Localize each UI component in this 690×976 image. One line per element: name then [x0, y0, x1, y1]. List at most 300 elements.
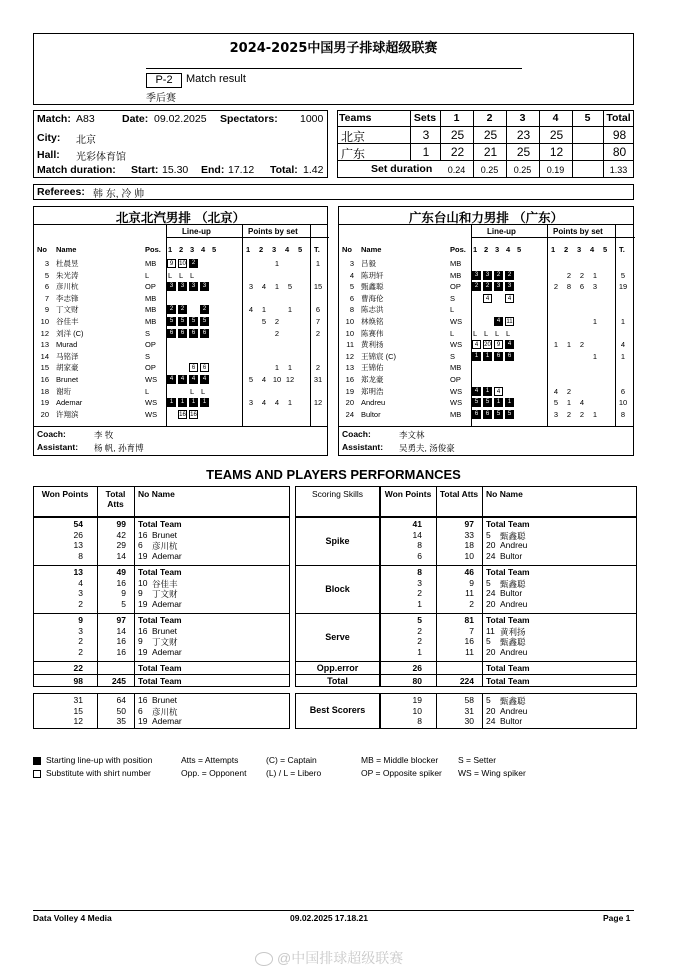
player-name: Bultor [500, 550, 523, 561]
lineup-sub-box: 6 [200, 363, 209, 372]
start-value: 15.30 [162, 164, 189, 176]
set-points: 1 [566, 340, 572, 350]
player-name: 郑明浩 [361, 386, 384, 396]
player-row [339, 409, 633, 420]
set-points: 6 [579, 282, 585, 292]
player-row [34, 339, 327, 350]
legend-item: OP = Opposite spiker [361, 768, 442, 778]
score-header: 5 [584, 112, 591, 124]
player-name: Total Team [486, 663, 530, 673]
lineup-starter-box: 4 [494, 317, 503, 326]
score-cell: 98 [612, 128, 627, 142]
total-atts: 10 [464, 550, 474, 561]
perf-col-rule [482, 693, 483, 729]
total-atts: 7 [469, 625, 474, 636]
grid-line [603, 110, 604, 161]
shirt-no: 20 [486, 598, 496, 609]
won-points: 8 [78, 550, 83, 561]
lineup-sub-box: 4 [472, 340, 481, 349]
player-row [339, 339, 633, 350]
player-row [34, 258, 327, 269]
set-points: 3 [248, 398, 254, 408]
player-row [339, 328, 633, 339]
player-total: 12 [313, 398, 323, 408]
total-atts-header: Total Atts [439, 489, 479, 499]
grid-line [337, 177, 634, 178]
player-row [339, 397, 633, 408]
player-name: Brunet [152, 625, 178, 636]
total-atts: 16 [116, 646, 126, 657]
t-header: T. [314, 245, 320, 254]
won-points: 2 [417, 625, 422, 636]
grid-line [572, 110, 573, 161]
lineup-set-num: 3 [495, 245, 500, 254]
perf-row-rule [295, 613, 380, 614]
shirt-no: 5 [486, 577, 491, 588]
shirt-no: 20 [486, 540, 496, 550]
legend-item: Opp. = Opponent [181, 768, 247, 778]
lineup-sub-box: 20 [484, 342, 491, 349]
lineup-set-num: 2 [179, 245, 184, 254]
lineup-starter-box: 2 [189, 259, 198, 268]
set-points: 4 [261, 375, 267, 384]
won-points: 5 [417, 615, 422, 625]
player-no: 24 [345, 409, 354, 419]
player-name: 丁文财 [152, 589, 178, 599]
perf-row-rule [33, 613, 290, 614]
player-total: 2 [315, 363, 321, 373]
player-no: 20 [345, 398, 354, 408]
name-header: Name [361, 245, 382, 254]
set-points: 2 [579, 270, 585, 280]
won-points: 15 [73, 705, 83, 716]
doc-code-label: Match result [186, 73, 246, 85]
legend-item: MB = Middle blocker [361, 755, 439, 765]
player-name: Andreu [361, 398, 386, 408]
player-pos: OP [145, 340, 156, 350]
grid-line [337, 160, 338, 178]
player-name: Murad [56, 340, 78, 350]
player-pos: MB [450, 409, 462, 419]
lineup-set-num: 4 [201, 245, 206, 254]
won-points: 22 [73, 663, 83, 673]
player-row [339, 362, 633, 373]
shirt-no: 20 [486, 705, 496, 716]
won-points: 2 [417, 588, 422, 598]
set-points: 10 [272, 375, 282, 384]
lineup-libero: L [179, 270, 184, 280]
lineup-starter-box: 4 [189, 375, 198, 384]
won-points: 80 [412, 676, 422, 686]
player-pos: WS [450, 398, 463, 408]
player-no: 6 [44, 282, 49, 292]
lineup-starter-box: 6 [167, 329, 176, 338]
set-points: 1 [566, 398, 572, 408]
perf-row-rule [33, 674, 290, 675]
player-row [34, 409, 327, 420]
set-points: 3 [553, 409, 559, 419]
points-set-num: 5 [603, 245, 608, 254]
referees-label: Referees: [37, 186, 85, 198]
lineup-libero: L [484, 328, 489, 338]
total-atts: 224 [459, 676, 474, 686]
shirt-no: 19 [138, 550, 148, 561]
lineup-starter-box: 5 [200, 317, 209, 326]
points-set-num: 5 [298, 245, 303, 254]
lineup-sub-box: 16 [179, 411, 186, 418]
grid-line [539, 110, 540, 161]
lineup-libero: L [190, 386, 195, 396]
won-points: 12 [73, 716, 83, 726]
skill-label: Best Scorers [309, 705, 366, 715]
assistant-name: 杨 帆, 孙育博 [94, 443, 144, 453]
set-duration-label: Set duration [371, 163, 433, 175]
player-no: 5 [349, 282, 354, 292]
points-set-num: 2 [564, 245, 569, 254]
total-atts: 16 [116, 636, 126, 646]
player-row [339, 386, 633, 397]
player-name: 彦川杭 [152, 541, 178, 551]
weibo-icon [255, 952, 273, 966]
lineup-libero: L [495, 328, 500, 338]
stage-label: 季后赛 [146, 93, 176, 104]
player-name: Andreu [500, 598, 528, 609]
set-points: 2 [579, 409, 585, 419]
won-points: 2 [78, 598, 83, 609]
score-cell: 80 [612, 145, 627, 159]
shirt-no: 24 [486, 550, 496, 561]
watermark-text: @中国排球超级联赛 [277, 950, 404, 966]
player-row [34, 328, 327, 339]
set-points: 8 [566, 282, 572, 292]
score-team: 广东 [341, 147, 366, 161]
won-points: 9 [78, 615, 83, 625]
points-set-num: 1 [551, 245, 556, 254]
player-total: 1 [620, 351, 626, 361]
won-points: 98 [73, 676, 83, 686]
won-points: 2 [78, 646, 83, 657]
player-name: Ademar [152, 716, 182, 726]
player-name: Ademar [56, 398, 83, 408]
set-points: 4 [248, 305, 254, 315]
set-duration: 0.25 [480, 165, 499, 175]
coach-label: Coach: [342, 429, 371, 439]
total-atts: 14 [116, 550, 126, 561]
grid-line [410, 110, 411, 161]
player-pos: S [145, 328, 151, 338]
lineup-starter-box: 3 [472, 271, 481, 280]
set-points: 1 [274, 282, 280, 292]
no-header: No [37, 245, 47, 254]
shirt-no: 6 [138, 705, 143, 716]
player-name: 王锦佑 [361, 363, 384, 373]
player-total: 15 [313, 282, 323, 292]
total-value: 1.42 [303, 164, 324, 176]
lineup-starter-box: 1 [483, 387, 492, 396]
player-total: 4 [620, 340, 626, 350]
set-points: 1 [274, 363, 280, 373]
set-points: 2 [566, 409, 572, 419]
lineup-sub-box: 6 [189, 363, 198, 372]
player-no: 13 [40, 340, 49, 350]
lineup-starter-box: 4 [167, 375, 176, 384]
substitute-marker-icon [33, 770, 41, 778]
set-points: 3 [248, 282, 254, 292]
set-points: 4 [579, 398, 585, 408]
player-name: 许翔滨 [56, 409, 79, 419]
player-name: 王锦宸 (C) [361, 351, 396, 361]
won-points: 2 [417, 636, 422, 646]
player-pos: WS [450, 386, 463, 396]
lineup-starter-box: 1 [494, 398, 503, 407]
total-label: Total: [270, 164, 298, 176]
set-points: 4 [261, 398, 267, 408]
set-points: 3 [592, 282, 598, 292]
set-points: 1 [553, 340, 559, 350]
total-atts-header: Total Atts [105, 489, 126, 509]
end-label: End: [201, 164, 225, 176]
total-atts: 11 [465, 646, 474, 657]
name-header: No Name [486, 489, 523, 499]
player-no: 6 [349, 293, 354, 303]
total-atts: 64 [116, 695, 126, 705]
player-total: 7 [315, 317, 321, 326]
player-no: 7 [44, 293, 49, 303]
grid-line [337, 126, 634, 127]
lineup-starter-box: 3 [167, 282, 176, 291]
score-table [337, 110, 634, 178]
hall-value: 光彩体育馆 [76, 152, 126, 163]
lineup-sub-box: 11 [506, 319, 513, 325]
player-pos: OP [145, 363, 156, 373]
won-points: 10 [412, 705, 422, 716]
lineup-libero: L [506, 328, 511, 338]
won-points: 31 [73, 695, 83, 705]
points-set-num: 4 [285, 245, 290, 254]
grid-line [473, 160, 474, 178]
grid-line [633, 160, 634, 178]
won-points: 8 [417, 716, 422, 726]
player-pos: MB [450, 270, 462, 280]
shirt-no: 16 [138, 695, 148, 705]
shirt-no: 9 [138, 636, 143, 646]
player-name: Andreu [500, 705, 528, 716]
player-name: Total Team [486, 567, 530, 577]
player-pos: MB [145, 259, 157, 268]
player-pos: WS [145, 398, 158, 408]
won-points: 2 [78, 636, 83, 646]
lineup-starter-box: 3 [505, 282, 514, 291]
player-name: Andreu [500, 646, 528, 657]
total-atts: 29 [116, 540, 126, 550]
city-label: City: [37, 132, 61, 144]
title-underline [146, 68, 522, 69]
score-cell: 25 [450, 128, 465, 142]
total-atts: 46 [464, 567, 474, 577]
player-row [339, 293, 633, 304]
shirt-no: 24 [486, 588, 496, 598]
player-name: 林焕铭 [361, 317, 384, 326]
player-name: 胡家豪 [56, 363, 79, 373]
player-name: 陈玥轩 [361, 270, 384, 280]
player-pos: WS [450, 340, 463, 350]
shirt-no: 10 [138, 577, 148, 588]
duration-label: Match duration: [37, 164, 116, 176]
player-name: Bultor [500, 588, 523, 598]
player-name: Bultor [361, 409, 381, 419]
won-points: 8 [417, 540, 422, 550]
set-points: 4 [274, 398, 280, 408]
grid-line [337, 110, 634, 111]
player-pos: OP [450, 375, 461, 384]
legend-item: WS = Wing spiker [458, 768, 526, 778]
footer-left: Data Volley 4 Media [33, 913, 112, 923]
player-name: 甄鑫聪 [500, 530, 526, 541]
player-no: 8 [349, 305, 354, 315]
score-header: Sets [413, 112, 437, 124]
t-header: T. [619, 245, 625, 254]
player-name: 彦川杭 [152, 706, 178, 717]
won-points-header: Won Points [41, 489, 89, 499]
grid-line [603, 160, 604, 178]
total-atts: 9 [121, 588, 126, 598]
player-row [339, 258, 633, 269]
skill-label: Spike [325, 536, 350, 546]
player-no: 20 [40, 409, 49, 419]
total-atts: 97 [116, 615, 126, 625]
points-by-set-label: Points by set [248, 227, 298, 236]
player-name: 曹海伦 [361, 293, 384, 303]
set-points: 2 [553, 282, 559, 292]
lineup-sub-box: 16 [190, 411, 197, 418]
player-pos: MB [145, 305, 157, 315]
lineup-sub-box: 10 [179, 261, 186, 267]
points-set-num: 3 [577, 245, 582, 254]
legend-item: Starting line-up with position [46, 755, 153, 765]
score-cell: 12 [549, 145, 564, 159]
city-value: 北京 [76, 135, 96, 146]
perf-row-rule [380, 674, 637, 675]
player-pos: S [450, 293, 456, 303]
won-points: 13 [73, 567, 83, 577]
perf-row-rule [380, 661, 637, 662]
set-points: 1 [287, 305, 293, 315]
set-points: 2 [566, 386, 572, 396]
player-no: 10 [345, 317, 354, 326]
spectators-value: 1000 [300, 113, 324, 125]
score-cell: 3 [422, 128, 430, 142]
player-name: 丁文财 [152, 637, 178, 647]
scoring-skills-header: Scoring Skills [311, 489, 364, 499]
coach-name: 李 牧 [94, 430, 114, 440]
perf-row-rule [33, 565, 290, 566]
grid-line [337, 110, 338, 161]
set-points: 5 [248, 375, 254, 384]
player-no: 5 [44, 270, 49, 280]
player-no: 12 [40, 328, 49, 338]
total-atts: 97 [464, 519, 474, 529]
score-header: 1 [453, 112, 460, 124]
player-name: 陈志洪 [361, 305, 384, 315]
won-points: 3 [417, 577, 422, 588]
set-points: 5 [553, 398, 559, 408]
player-no: 11 [346, 340, 354, 350]
lineup-label: Line-up [182, 227, 211, 236]
player-name: Andreu [500, 540, 528, 550]
lineup-starter-box: 2 [178, 305, 187, 314]
player-name: Ademar [152, 646, 182, 657]
pos-header: Pos. [145, 245, 161, 254]
shirt-no: 6 [138, 540, 143, 550]
perf-col-rule [134, 693, 135, 729]
total-atts: 49 [116, 567, 126, 577]
won-points: 8 [417, 567, 422, 577]
lineup-starter-box: 1 [472, 352, 481, 361]
set-points: 4 [553, 386, 559, 396]
player-pos: WS [450, 317, 463, 326]
score-cell: 22 [450, 145, 465, 159]
player-pos: OP [145, 282, 156, 292]
shirt-no: 5 [486, 529, 491, 540]
points-set-num: 4 [590, 245, 595, 254]
set-points: 1 [592, 317, 598, 326]
grid-line [473, 110, 474, 161]
player-name: 杜晨昱 [56, 259, 79, 268]
lineup-label: Line-up [487, 227, 516, 236]
shirt-no: 20 [486, 646, 496, 657]
sub-rule [471, 237, 635, 238]
player-name: Total Team [486, 676, 530, 686]
end-value: 17.12 [228, 164, 255, 176]
player-total: 31 [313, 375, 323, 384]
total-atts: 245 [111, 676, 126, 686]
sub-rule [166, 237, 329, 238]
performance-section [33, 486, 637, 731]
footer-center: 09.02.2025 17.18.21 [290, 913, 368, 923]
lineup-starter-box: 6 [494, 352, 503, 361]
lineup-set-num: 3 [190, 245, 195, 254]
points-set-num: 1 [246, 245, 251, 254]
lineup-starter-box: 3 [178, 282, 187, 291]
lineup-sub-box: 9 [167, 259, 176, 268]
total-atts: 33 [464, 529, 474, 540]
score-header: Total [606, 112, 631, 124]
player-total: 6 [620, 386, 626, 396]
perf-row-rule [295, 674, 380, 675]
lineup-starter-box: 6 [189, 329, 198, 338]
player-row [34, 374, 327, 385]
player-name: Total Team [486, 519, 530, 529]
total-atts: 14 [116, 625, 126, 636]
total-atts: 16 [116, 577, 126, 588]
player-no: 15 [40, 363, 49, 373]
doc-code: P-2 [146, 73, 182, 88]
lineup-starter-box: 4 [472, 387, 481, 396]
player-name: 陈赛伟 [361, 328, 384, 338]
player-row [34, 351, 327, 362]
player-pos: MB [450, 259, 462, 268]
set-duration: 1.33 [609, 165, 628, 175]
lineup-starter-box: 5 [483, 398, 492, 407]
player-name: Total Team [486, 615, 530, 625]
grid-line [572, 160, 573, 178]
won-points: 19 [412, 695, 422, 705]
set-points: 5 [287, 282, 293, 292]
lineup-libero: L [190, 270, 195, 280]
lineup-starter-box: 3 [494, 282, 503, 291]
lineup-starter-box: 2 [483, 282, 492, 291]
won-points: 3 [78, 625, 83, 636]
